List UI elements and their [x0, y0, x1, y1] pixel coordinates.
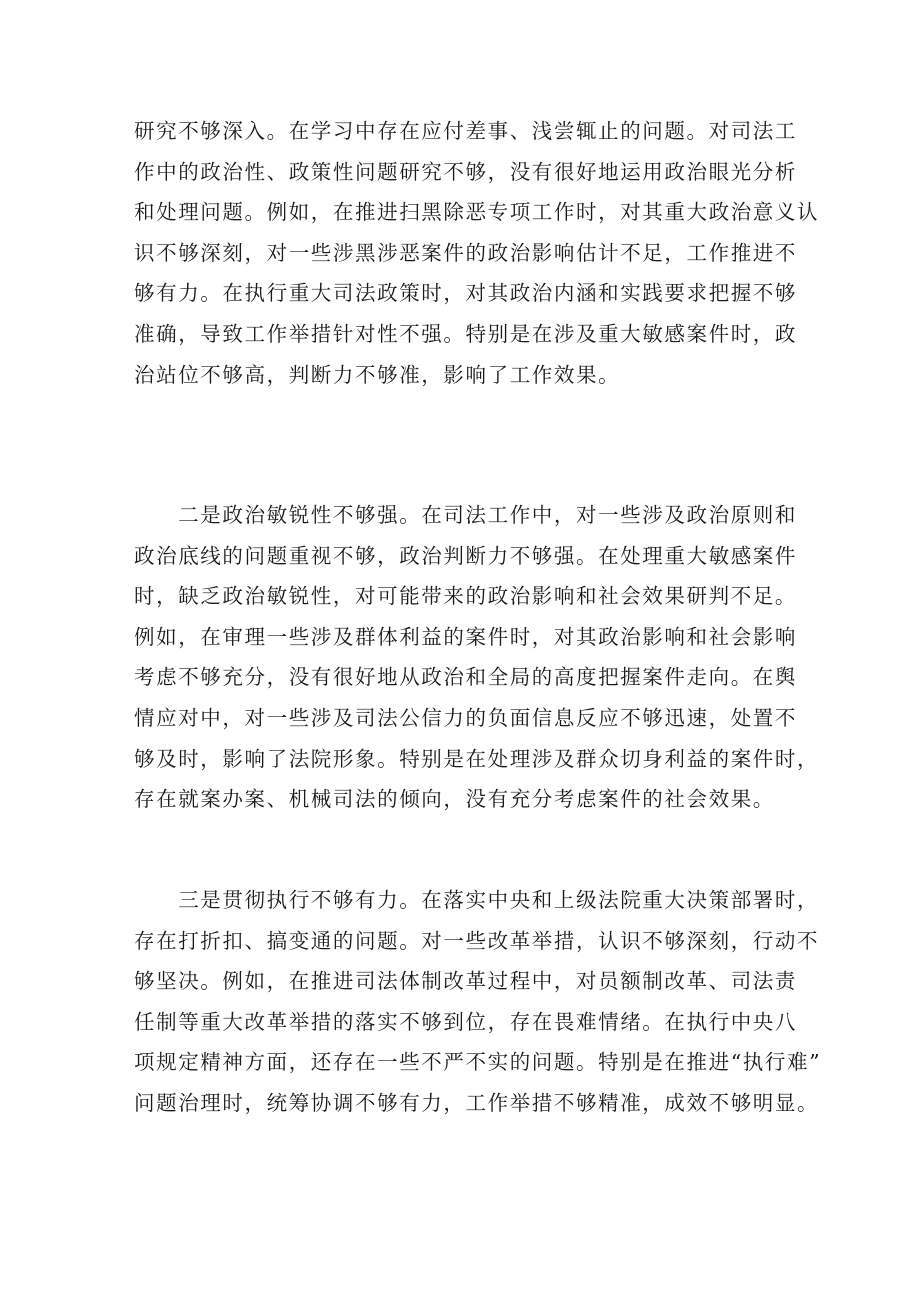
text-line: 情应对中，对一些涉及司法公信力的负面信息反应不够迅速，处置不 [134, 705, 797, 730]
text-line: 治站位不够高，判断力不够准，影响了工作效果。 [134, 362, 621, 387]
text-line: 研究不够深入。在学习中存在应付差事、浅尝辄止的问题。对司法工 [134, 119, 797, 143]
text-line: 够及时，影响了法院形象。特别是在处理涉及群众切身利益的案件时， [134, 746, 820, 771]
paragraph-political-sensitivity [134, 495, 820, 820]
text-line: 够坚决。例如，在推进司法体制改革过程中，对员额制改革、司法责 [134, 969, 797, 994]
text-line: 例如，在审理一些涉及群体利益的案件时，对其政治影响和社会影响 [134, 624, 797, 649]
text-line: 和处理问题。例如，在推进扫黑除恶专项工作时，对其重大政治意义认 [134, 200, 820, 225]
paragraph-implementation [134, 880, 822, 1124]
text-line: 三是贯彻执行不够有力。在落实中央和上级法院重大决策部署时， [134, 888, 820, 912]
text-line: 考虑不够充分，没有很好地从政治和全局的高度把握案件走向。在舆 [134, 665, 797, 690]
text-line: 项规定精神方面，还存在一些不严不实的问题。特别是在推进“执行难” [134, 1050, 822, 1075]
text-line: 时，缺乏政治敏锐性，对可能带来的政治影响和社会效果研判不足。 [134, 584, 797, 609]
text-line: 存在打折扣、搞变通的问题。对一些改革举措，认识不够深刻，行动不 [134, 928, 820, 953]
text-line: 作中的政治性、政策性问题研究不够，没有很好地运用政治眼光分析 [134, 159, 797, 184]
text-line: 政治底线的问题重视不够，政治判断力不够强。在处理重大敏感案件 [134, 543, 797, 568]
text-line: 任制等重大改革举措的落实不够到位，存在畏难情绪。在执行中央八 [134, 1009, 797, 1034]
text-line: 准确，导致工作举措针对性不强。特别是在涉及重大敏感案件时，政 [134, 321, 797, 346]
text-line: 二是政治敏锐性不够强。在司法工作中，对一些涉及政治原则和 [134, 503, 797, 527]
text-line: 问题治理时，统筹协调不够有力，工作举措不够精准，成效不够明显。 [134, 1090, 820, 1115]
paragraph-political-research [134, 111, 820, 395]
text-line: 识不够深刻，对一些涉黑涉恶案件的政治影响估计不足，工作推进不 [134, 240, 797, 265]
text-line: 存在就案办案、机械司法的倾向，没有充分考虑案件的社会效果。 [134, 787, 775, 812]
text-line: 够有力。在执行重大司法政策时，对其政治内涵和实践要求把握不够 [134, 281, 797, 306]
